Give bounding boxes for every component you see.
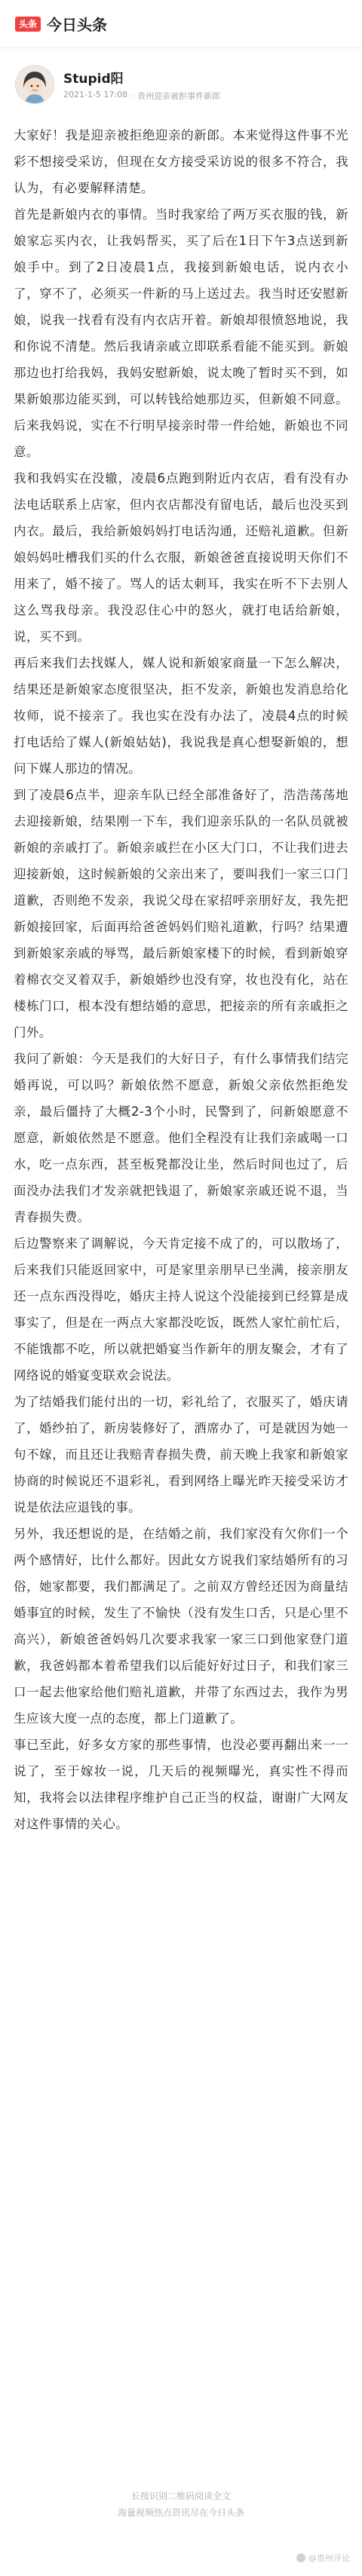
author-name[interactable]: Stupid阳 (63, 71, 124, 87)
article-paragraph: 大家好！我是迎亲被拒绝迎亲的新郎。本来觉得这件事不光彩不想接受采访，但现在女方接受采访说的很多不符合，我认为，有必要解释清楚。 (14, 128, 348, 195)
article-paragraph: 再后来我们去找媒人，媒人说和新娘家商量一下怎么解决，结果还是新娘家态度很坚决，拒不发亲，新娘也发消息给化妆师，说不接亲了。我也实在没有办法了，凌晨4点的时候打电话给了媒人(新娘姑姑)，我说我是真心想娶新娘的，想问下媒人那边的情况。 (14, 656, 348, 776)
article-paragraph: 首先是新娘内衣的事情。当时我家给了两万买衣服的钱，新娘家忘买内衣，让我妈帮买，买了后在1日下午3点送到新娘手中。到了2日凌晨1点，我接到新娘电话，说内衣小了，穿不了，必须买一件新的马上送过去。我当时还安慰新娘，说我一找看有没有内衣店开着。新娘却很愤怒地说，我和你说不清楚。然后我请亲戚立即联系看能不能买到。新娘那边也打给我妈，我妈安慰新娘，说太晚了暂时买不到，如果新娘那边能买到，可以转钱给她那边买，但新娘不同意。后来我妈说，实在不行明早接亲时带一件给她，新娘也不同意。 (14, 207, 348, 459)
article-paragraph: 到了凌晨6点半，迎亲车队已经全部准备好了，浩浩荡荡地去迎接新娘，结果刚一下车，我们迎亲乐队的一名队员就被新娘的亲戚打了。新娘亲戚拦在小区大门口，不让我们进去迎接新娘，这时候新娘的父亲出来了，要叫我们一家三口门道歉，否则绝不发亲，我说父母在家招呼亲朋好友，我先把新娘接回家，后面再给爸爸妈妈们赔礼道歉，行吗？结果遭到新娘家亲戚的辱骂，最后新娘家楼下的时候，看到新娘穿着棉衣交叉着双手，新娘婚纱也没有穿，妆也没有化，站在楼栋门口，根本没有想结婚的意思，把接亲的所有亲戚拒之门外。 (14, 788, 348, 1040)
article-paragraph: 另外，我还想说的是，在结婚之前，我们家没有欠你们一个两个感情好，比什么都好。因此女方说我们家结婚所有的习俗，她家都要，我们都满足了。之前双方曾经还因为商量结婚事宜的时候，发生了不愉快（没有发生口舌，只是心里不高兴），新娘爸爸妈妈几次要求我家一家三口到他家登门道歉，我爸妈都本着希望我们以后能好好过日子，和我们家三口一起去他家给他们赔礼道歉，并带了东西过去，我作为男生应该大度一点的态度，都上门道歉了。 (14, 1527, 348, 1726)
watermark (296, 2552, 350, 2564)
avatar-illustration-icon (16, 66, 54, 103)
qr-hint-text: 长按识别二维码阅读全文 (130, 2491, 231, 2501)
article-paragraph: 为了结婚我们能付出的一切，彩礼给了，衣服买了，婚庆请了，婚纱拍了，新房装修好了，酒席办了，可是就因为她一句不嫁，而且还让我赔青春损失费，前天晚上我家和新娘家协商的时候说还不退彩礼，看到网络上曝光昨天接受采访才说是依法应退钱的事。 (14, 1395, 348, 1515)
article-paragraph: 我和我妈实在没辙，凌晨6点跑到附近内衣店，看有没有办法电话联系上店家，但内衣店都没有留电话，最后也没买到内衣。最后，我给新娘妈妈打电话沟通，还赔礼道歉。但新娘妈妈吐槽我们买的什么衣服，新娘爸爸直接说明天你们不用来了，婚不接了。骂人的话太刺耳，我实在听不下去别人这么骂我母亲。我没忍住心中的怒火，就打电话给新娘，说，买不到。 (14, 471, 348, 644)
toutiao-logo-badge: 头条 (15, 17, 41, 32)
author-location: · 贵州迎亲被拒事件新郎 (132, 90, 221, 101)
author-avatar[interactable] (15, 65, 54, 104)
article-body (0, 112, 362, 1837)
post-time: 2021-1-5 17:08 (63, 89, 128, 100)
page-footer (0, 2488, 362, 2521)
article-paragraph: 我问了新娘：今天是我们的大好日子，有什么事情我们结完婚再说，可以吗？新娘依然不愿意，新娘父亲依然拒绝发亲，最后僵持了大概2-3个小时，民警到了，问新娘愿意不愿意，新娘依然是不愿意。他们全程没有让我们亲戚喝一口水，吃一点东西，甚至板凳都没让坐，然后时间也过了，后面没办法我们才发亲就把钱退了，新娘家亲戚还说不退，当青春损失费。 (14, 1052, 348, 1224)
author-meta (63, 90, 220, 102)
author-info (63, 68, 220, 102)
author-section (0, 48, 362, 112)
article-paragraph: 事已至此，好多女方家的那些事情，也没必要再翻出来一一说了，至于嫁妆一说，几天后的视频曝光，真实性不得而知，我将会以法律程序维护自己正当的权益，谢谢广大网友对这件事情的关心。 (14, 1738, 348, 1831)
watermark-text: @贵州评论 (308, 2553, 350, 2563)
article-paragraph: 后边警察来了调解说，今天肯定接不成了的，可以散场了，后来我们只能返回家中，可是家里亲朋早已坐满，接亲朋友还一点东西没得吃，婚庆主持人说这个没能接到已经算是成事实了，但是在一两点大家都没吃饭，既然人家忙前忙后，不能饿都不吃，所以就把婚宴当作新年的朋友聚会，才有了网络说的婚宴变联欢会说法。 (14, 1236, 348, 1383)
watermark-icon (296, 2553, 305, 2562)
footer-slogan: 海量视频热点资讯尽在今日头条 (117, 2507, 244, 2518)
app-header (0, 0, 362, 48)
app-title: 今日头条 (47, 16, 108, 34)
